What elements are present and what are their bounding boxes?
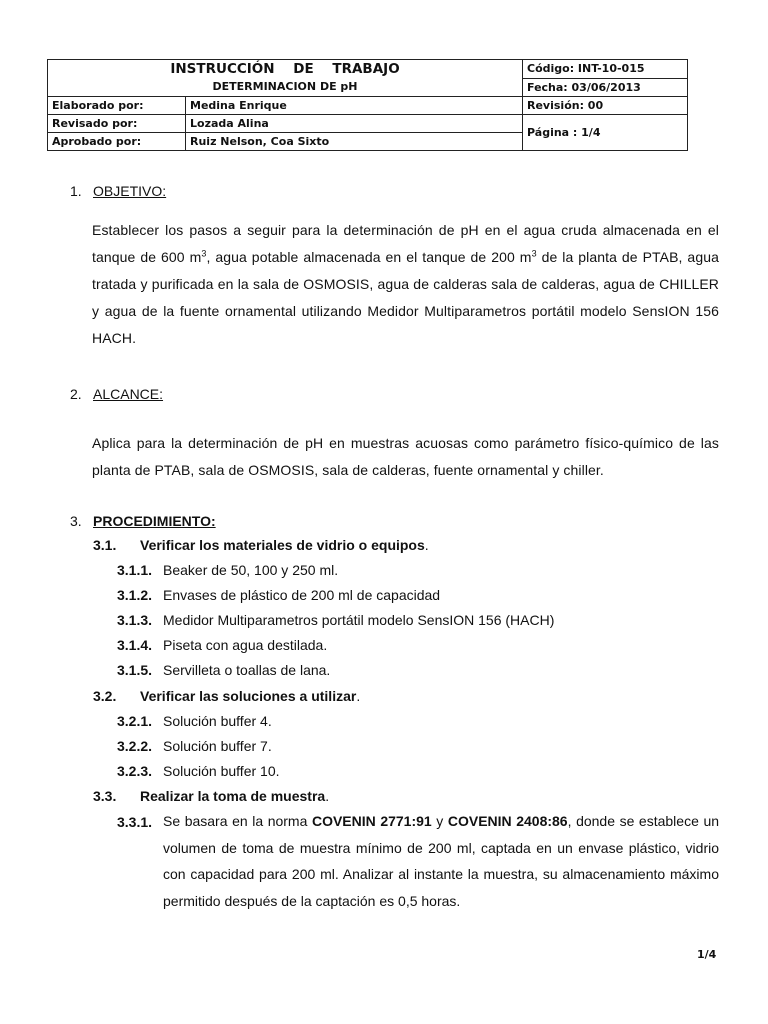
muestra-paragraph: Se basara en la norma COVENIN 2771:91 y COVENIN 2408:86, donde se establece un volumen de toma de muestra mínimo de 200 ml, captada en un envase plástico, vidrio con capacidad para 200 ml. Analizar al instante la muestra, su almacenamiento máximo permitido después de la captación es 0,5 horas. (163, 813, 720, 909)
header-elaborado-label: Elaborado por: (48, 97, 186, 115)
header-pagina: Página : 1/4 (523, 115, 688, 151)
page-number: 1/4 (697, 948, 717, 961)
header-aprobado-label: Aprobado por: (48, 133, 186, 151)
header-revisado-label: Revisado por: (48, 115, 186, 133)
section-number: 1. (70, 183, 82, 199)
objetivo-paragraph: Establecer los pasos a seguir para la determinación de pH en el agua cruda almacenada en el tanque de 600 $m^3$, agua potable almacenada en el tanque de 200 $m^3$ de la planta de PTAB, agua tratada y purificada en la sala de OSMOSIS, agua de calderas sala de calderas, agua de CHILLER y agua de la fuente ornamental utilizando Medidor Multiparametros portátil modelo SensION 156 HACH. (92, 222, 719, 346)
section-title: OBJETIVO: (93, 183, 167, 199)
document-header-table (47, 59, 688, 151)
alcance-paragraph: Aplica para la determinación de pH en muestras acuosas como parámetro físico-químico de las planta de PTAB, sala de OSMOSIS, sala de calderas, fuente ornamental y chiller. (92, 435, 719, 478)
header-revision: Revisión: 00 (523, 97, 688, 115)
section-number: 3. (70, 513, 82, 529)
section-title: PROCEDIMIENTO: (93, 513, 216, 529)
section-title: ALCANCE: (93, 386, 164, 402)
header-title: INSTRUCCIÓN DE TRABAJO (48, 60, 523, 79)
header-subtitle: DETERMINACION DE pH (48, 79, 523, 97)
section-number: 2. (70, 386, 82, 402)
header-codigo: Código: INT-10-015 (523, 60, 688, 79)
header-elaborado-value: Medina Enrique (186, 97, 523, 115)
header-aprobado-value: Ruiz Nelson, Coa Sixto (186, 133, 523, 151)
header-fecha: Fecha: 03/06/2013 (523, 79, 688, 97)
header-revisado-value: Lozada Alina (186, 115, 523, 133)
